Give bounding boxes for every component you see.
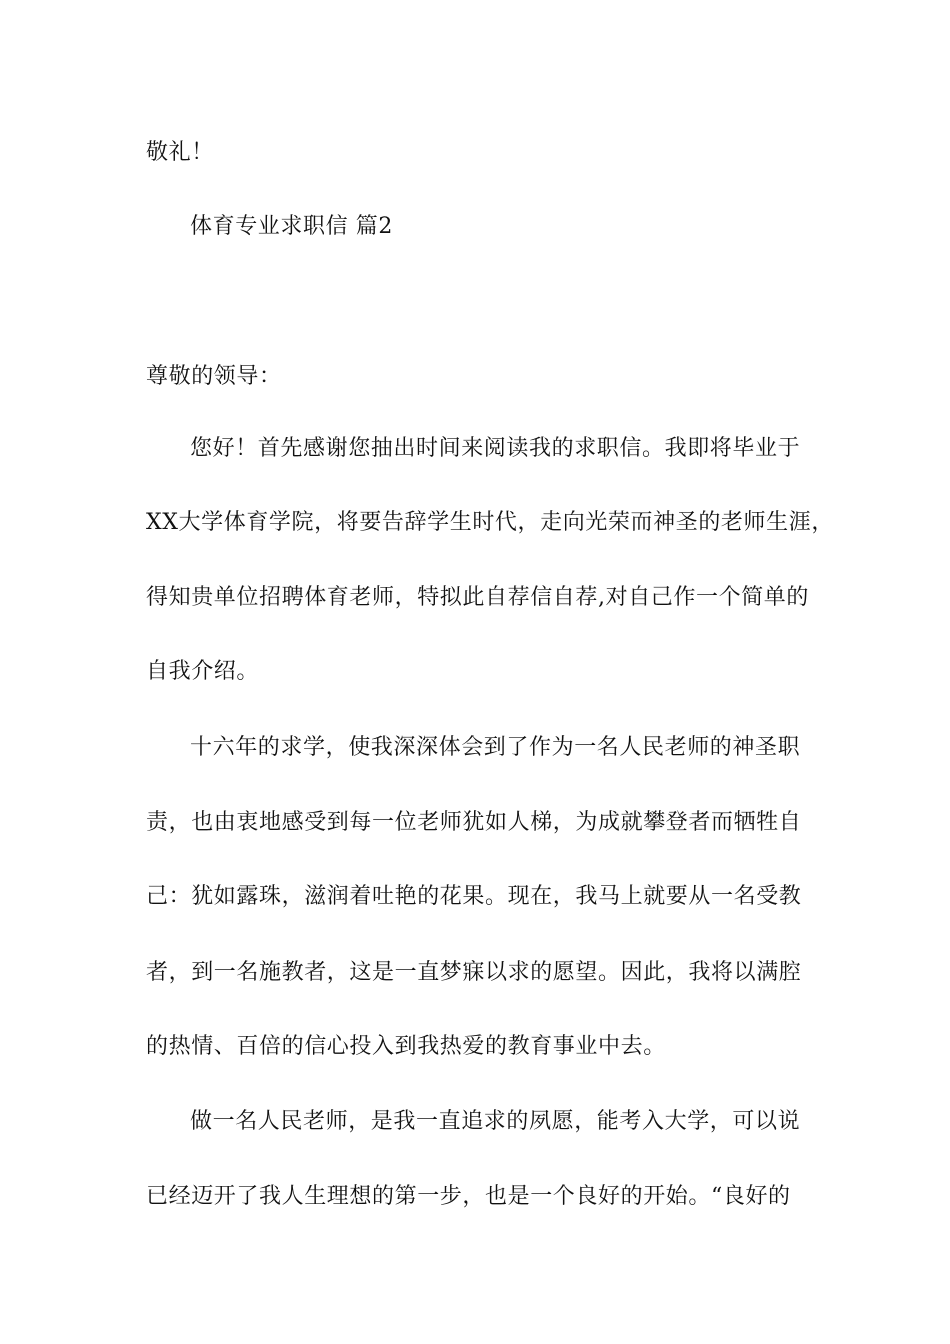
paragraph-line: 得知贵单位招聘体育老师，特拟此自荐信自荐,对自己作一个简单的 — [146, 585, 809, 610]
paragraph-line: 做一名人民老师，是我一直追求的夙愿，能考入大学，可以说 — [190, 1109, 801, 1134]
paragraph-line: 自我介绍。 — [146, 659, 260, 684]
paragraph-line: 已经迈开了我人生理想的第一步，也是一个良好的开始。“良好的 — [146, 1184, 791, 1209]
section-title: 体育专业求职信 篇2 — [190, 214, 393, 239]
paragraph-line: 十六年的求学，使我深深体会到了作为一名人民老师的神圣职 — [190, 735, 801, 760]
paragraph-line: XX大学体育学院，将要告辞学生时代，走向光荣而神圣的老师生涯， — [146, 510, 834, 535]
paragraph-line: 者，到一名施教者，这是一直梦寐以求的愿望。因此，我将以满腔 — [146, 960, 802, 985]
paragraph-line: 的热情、百倍的信心投入到我热爱的教育事业中去。 — [146, 1034, 666, 1059]
paragraph-line: 责，也由衷地感受到每一位老师犹如人梯，为成就攀登者而牺牲自 — [146, 810, 802, 835]
closing-text: 敬礼！ — [146, 140, 214, 165]
paragraph-line: 您好！首先感谢您抽出时间来阅读我的求职信。我即将毕业于 — [190, 436, 801, 461]
paragraph-line: 己：犹如露珠，滋润着吐艳的花果。现在，我马上就要从一名受教 — [146, 884, 802, 909]
salutation: 尊敬的领导： — [146, 364, 282, 389]
